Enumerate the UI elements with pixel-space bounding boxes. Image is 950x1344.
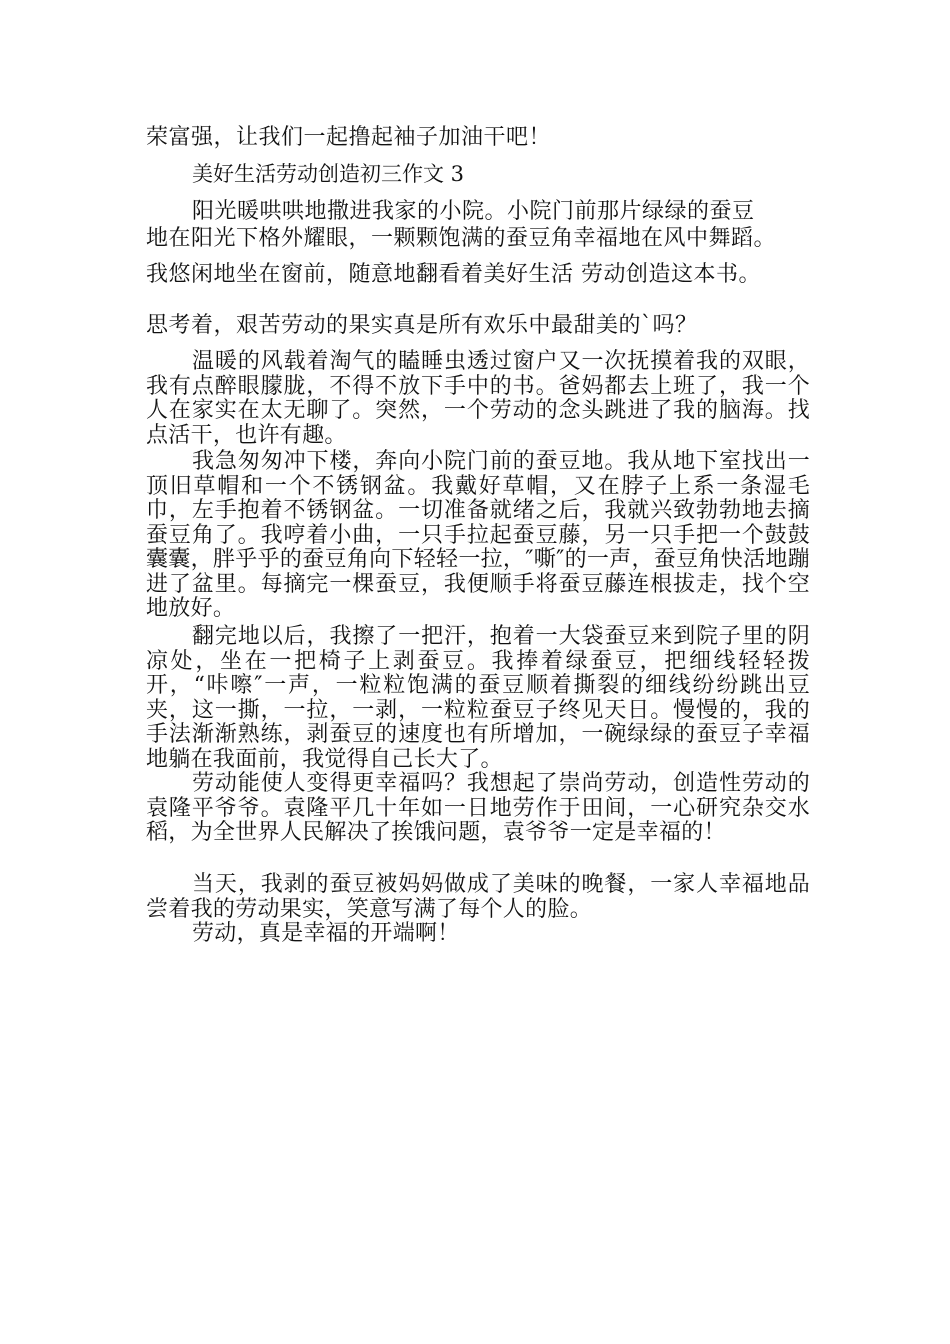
intro-line-3: 我悠闲地坐在窗前，随意地翻看着美好生活 劳动创造这本书。 [146, 262, 761, 287]
paragraph-5: 当天，我剥的蚕豆被妈妈做成了美味的晚餐，一家人幸福地品尝着我的劳动果实，笑意写满了每个人的脸。 [146, 872, 810, 922]
essay-title: 美好生活劳动创造初三作文 3 [192, 162, 465, 186]
paragraph-2: 我急匆匆冲下楼，奔向小院门前的蚕豆地。我从地下室找出一顶旧草帽和一个不锈钢盆。我戴好草帽，又在脖子上系一条湿毛巾，左手抱着不锈钢盆。一切准备就绪之后，我就兴致勃勃地去摘蚕豆角了。我哼着小曲，一只手拉起蚕豆藤，另一只手把一个鼓鼓囊囊，胖乎乎的蚕豆角向下轻轻一拉，″嘶″的一声，蚕豆角快活地蹦进了盆里。每摘完一棵蚕豆，我便顺手将蚕豆藤连根拔走，找个空地放好。 [146, 449, 810, 621]
paragraph-6: 劳动，真是幸福的开端啊！ [192, 921, 460, 946]
continued-line: 荣富强，让我们一起撸起袖子加油干吧！ [146, 125, 552, 150]
paragraph-4: 劳动能使人变得更幸福吗？我想起了崇尚劳动，创造性劳动的袁隆平爷爷。袁隆平几十年如一日地劳作于田间，一心研究杂交水稻，为全世界人民解决了挨饿问题，袁爷爷一定是幸福的！ [146, 771, 810, 845]
paragraph-3: 翻完地以后，我擦了一把汗，抱着一大袋蚕豆来到院子里的阴凉处，坐在一把椅子上剥蚕豆。我捧着绿蚕豆，把细线轻轻拨开，“咔嚓″一声，一粒粒饱满的蚕豆顺着撕裂的细线纷纷跳出豆夹，这一撕，一拉，一剥，一粒粒蚕豆子终见天日。慢慢的，我的手法渐渐熟练，剥蚕豆的速度也有所增加，一碗绿绿的蚕豆子幸福地躺在我面前，我觉得自己长大了。 [146, 624, 810, 772]
paragraph-1: 温暖的风载着淘气的瞌睡虫透过窗户又一次抚摸着我的双眼，我有点醉眼朦胧，不得不放下手中的书。爸妈都去上班了，我一个人在家实在太无聊了。突然，一个劳动的念头跳进了我的脑海。找点活干，也许有趣。 [146, 349, 810, 448]
intro-line-1: 阳光暖哄哄地撒进我家的小院。小院门前那片绿绿的蚕豆 [192, 199, 755, 224]
intro-line-4: 思考着，艰苦劳动的果实真是所有欢乐中最甜美的`吗？ [146, 313, 698, 338]
intro-line-2: 地在阳光下格外耀眼，一颗颗饱满的蚕豆角幸福地在风中舞蹈。 [146, 226, 777, 251]
